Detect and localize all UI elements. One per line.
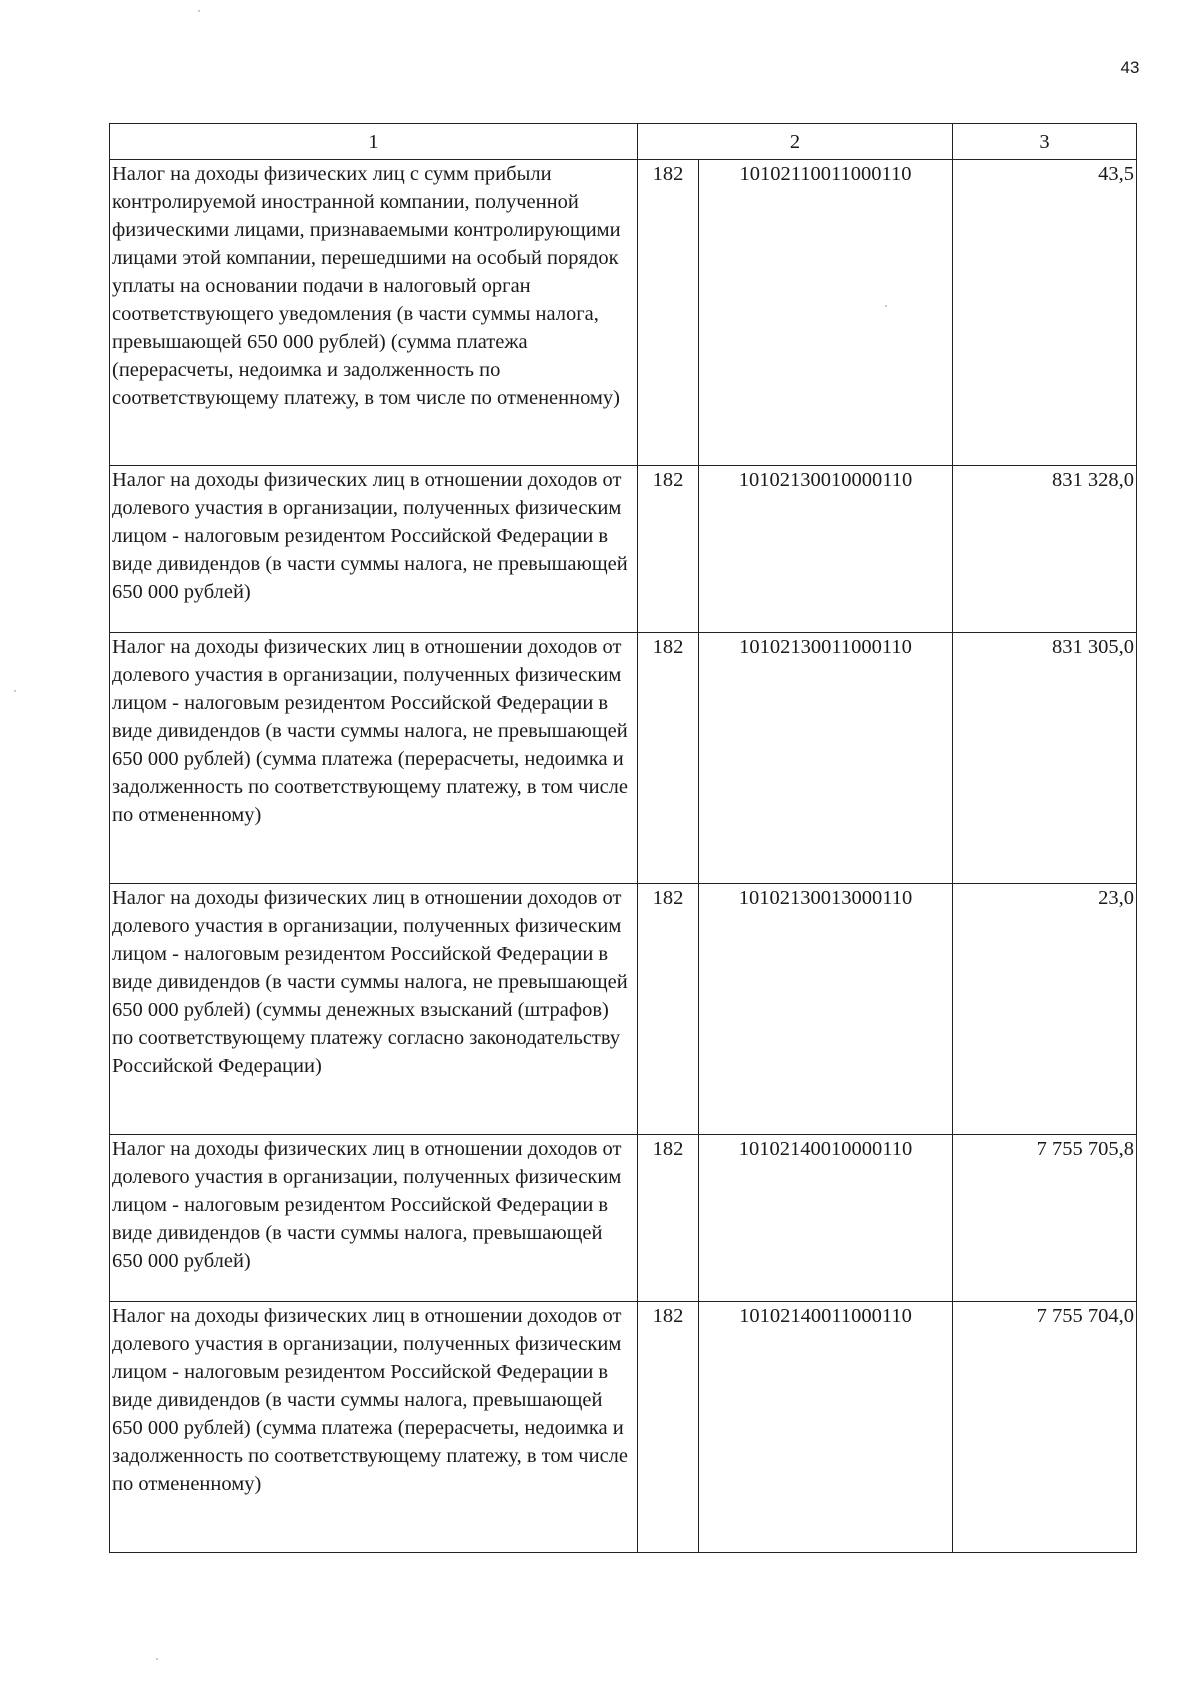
header-col-1: 1	[110, 124, 638, 160]
table-row	[110, 1135, 1137, 1302]
admin-code-cell: 182	[638, 1302, 699, 1553]
kbk-code-cell: 10102130010000110	[699, 466, 953, 633]
amount-cell: 7 755 705,8	[953, 1135, 1137, 1302]
scan-speck	[156, 1658, 158, 1660]
amount-cell: 831 328,0	[953, 466, 1137, 633]
kbk-code-cell: 10102130013000110	[699, 884, 953, 1135]
revenue-name-cell: Налог на доходы физических лиц в отношении доходов от долевого участия в организации, полученных физическим лицом - налоговым резидентом Российской Федерации в виде дивидендов (в части суммы налога, превышающей 650 000 рублей)	[110, 1135, 638, 1302]
table-row	[110, 160, 1137, 466]
amount-cell: 43,5	[953, 160, 1137, 466]
kbk-code-cell: 10102130011000110	[699, 633, 953, 884]
header-col-3: 3	[953, 124, 1137, 160]
admin-code-cell: 182	[638, 466, 699, 633]
kbk-code-cell: 10102110011000110	[699, 160, 953, 466]
table-header-row	[110, 124, 1137, 160]
table-row	[110, 884, 1137, 1135]
admin-code-cell: 182	[638, 633, 699, 884]
admin-code-cell: 182	[638, 884, 699, 1135]
header-col-2: 2	[638, 124, 953, 160]
scan-speck	[14, 690, 16, 692]
admin-code-cell: 182	[638, 1135, 699, 1302]
revenue-name-cell: Налог на доходы физических лиц в отношении доходов от долевого участия в организации, полученных физическим лицом - налоговым резидентом Российской Федерации в виде дивидендов (в части суммы налога, не превышающей 650 000 рублей)	[110, 466, 638, 633]
budget-revenue-table	[109, 123, 1137, 1553]
table-row	[110, 633, 1137, 884]
table-row	[110, 466, 1137, 633]
admin-code-cell: 182	[638, 160, 699, 466]
amount-cell: 831 305,0	[953, 633, 1137, 884]
scan-speck	[198, 10, 200, 12]
amount-cell: 7 755 704,0	[953, 1302, 1137, 1553]
kbk-code-cell: 10102140011000110	[699, 1302, 953, 1553]
revenue-name-cell: Налог на доходы физических лиц в отношении доходов от долевого участия в организации, полученных физическим лицом - налоговым резидентом Российской Федерации в виде дивидендов (в части суммы налога, не превышающей 650 000 рублей) (суммы денежных взысканий (штрафов) по соответствующему платежу согласно законодательству Российской Федерации)	[110, 884, 638, 1135]
page-number: 43	[1120, 58, 1140, 77]
scan-speck	[885, 305, 887, 307]
kbk-code-cell: 10102140010000110	[699, 1135, 953, 1302]
revenue-name-cell: Налог на доходы физических лиц в отношении доходов от долевого участия в организации, полученных физическим лицом - налоговым резидентом Российской Федерации в виде дивидендов (в части суммы налога, превышающей 650 000 рублей) (сумма платежа (перерасчеты, недоимка и задолженность по соответствующему платежу, в том числе по отмененному)	[110, 1302, 638, 1553]
revenue-name-cell: Налог на доходы физических лиц в отношении доходов от долевого участия в организации, полученных физическим лицом - налоговым резидентом Российской Федерации в виде дивидендов (в части суммы налога, не превышающей 650 000 рублей) (сумма платежа (перерасчеты, недоимка и задолженность по соответствующему платежу, в том числе по отмененному)	[110, 633, 638, 884]
table-row	[110, 1302, 1137, 1553]
amount-cell: 23,0	[953, 884, 1137, 1135]
revenue-name-cell: Налог на доходы физических лиц с сумм прибыли контролируемой иностранной компании, полученной физическими лицами, признаваемыми контролирующими лицами этой компании, перешедшими на особый порядок уплаты на основании подачи в налоговый орган соответствующего уведомления (в части суммы налога, превышающей 650 000 рублей) (сумма платежа (перерасчеты, недоимка и задолженность по соответствующему платежу, в том числе по отмененному)	[110, 160, 638, 466]
